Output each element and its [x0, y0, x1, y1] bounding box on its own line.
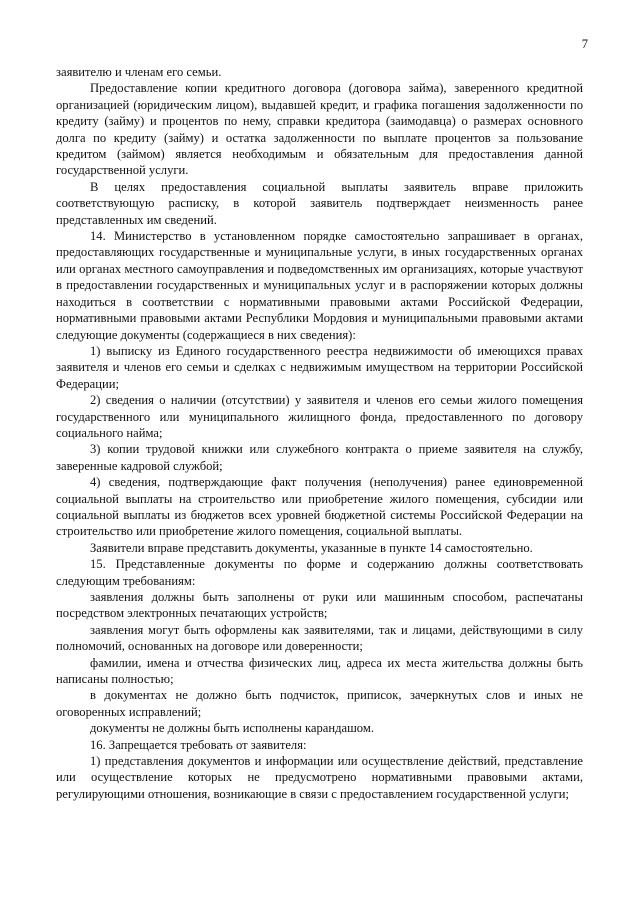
paragraph-item-14: 14. Министерство в установленном порядке самостоятельно запрашивает в органах, предоставляющих государственные и муниципальные услуги, в иных государственных органах или органах местного самоуправления и подведомственных им организациях, которые участвуют в предоставлении государственных и муниципальных услуг и в распоряжении которых должны находиться в соответствии с нормативными правовыми актами Российской Федерации, нормативными правовыми актами Республики Мордовия и муниципальными правовыми актами следующие документы (содержащиеся в них сведения):: [56, 229, 583, 342]
paragraph-receipt: В целях предоставления социальной выплаты заявитель вправе приложить соответствующую расписку, в которой заявитель подтверждает неизменность ранее представленных им сведений.: [56, 179, 583, 227]
paragraph-requirement-filled: заявления должны быть заполнены от руки или машинным способом, распечатаны посредством электронных печатающих устройств;: [56, 590, 583, 621]
paragraph-item-14-1: 1) выписку из Единого государственного реестра недвижимости об имеющихся правах заявителя и членов его семьи и сделках с недвижимым имуществом на территории Российской Федерации;: [56, 343, 583, 391]
document-body: [56, 64, 583, 802]
paragraph-item-14-4: 4) сведения, подтверждающие факт получения (неполучения) ранее единовременной социальной выплаты на строительство или приобретение жилого помещения, субсидии или социальной выплаты из бюджетов всех уровней бюджетной системы Российской Федерации на строительство или приобретение жилого помещения, социальной выплаты.: [56, 475, 583, 539]
paragraph-item-14-2: 2) сведения о наличии (отсутствии) у заявителя и членов его семьи жилого помещения государственного или муниципального жилищного фонда, предоставленного по договору социального найма;: [56, 393, 583, 440]
paragraph-requirement-authority: заявления могут быть оформлены как заявителями, так и лицами, действующими в силу полномочий, основанных на договоре или доверенности;: [56, 622, 583, 654]
paragraph-item-16: 16. Запрещается требовать от заявителя:: [90, 737, 307, 752]
paragraph-item-14-3: 3) копии трудовой книжки или служебного контракта о приеме заявителя на службу, заверенные кадровой службой;: [56, 442, 583, 473]
paragraph-item-15: 15. Представленные документы по форме и содержанию должны соответствовать следующим требованиям:: [56, 557, 583, 588]
paragraph-self-submission: Заявители вправе представить документы, указанные в пункте 14 самостоятельно.: [90, 540, 533, 555]
page-number: 7: [581, 37, 588, 51]
paragraph-requirement-pencil: документы не должны быть исполнены карандашом.: [90, 721, 374, 736]
paragraph-requirement-corrections: в документах не должно быть подчисток, приписок, зачеркнутых слов и иных не оговоренных исправлений;: [56, 688, 583, 719]
paragraph-item-16-1: 1) представления документов и информации или осуществление действий, представление или осуществление которых не предусмотрено нормативными правовыми актами, регулирующими отношения, возникающие в связи с предоставлением государственной услуги;: [56, 754, 583, 801]
paragraph-credit-documents: Предоставление копии кредитного договора (договора займа), заверенного кредитной организацией (юридическим лицом), выдавшей кредит, и графика погашения задолженности по кредиту (займу) и процентов по нему, справки кредитора (заимодавца) о размерах основного долга по кредиту (займу) и остатка задолженности по выплате процентов за пользование кредитом (займом) является необходимым и обязательным для предоставления данной государственной услуги.: [56, 81, 583, 178]
paragraph-continuation: заявителю и членам его семьи.: [56, 65, 222, 79]
paragraph-requirement-names: фамилии, имена и отчества физических лиц, адреса их места жительства должны быть написаны полностью;: [56, 655, 583, 687]
